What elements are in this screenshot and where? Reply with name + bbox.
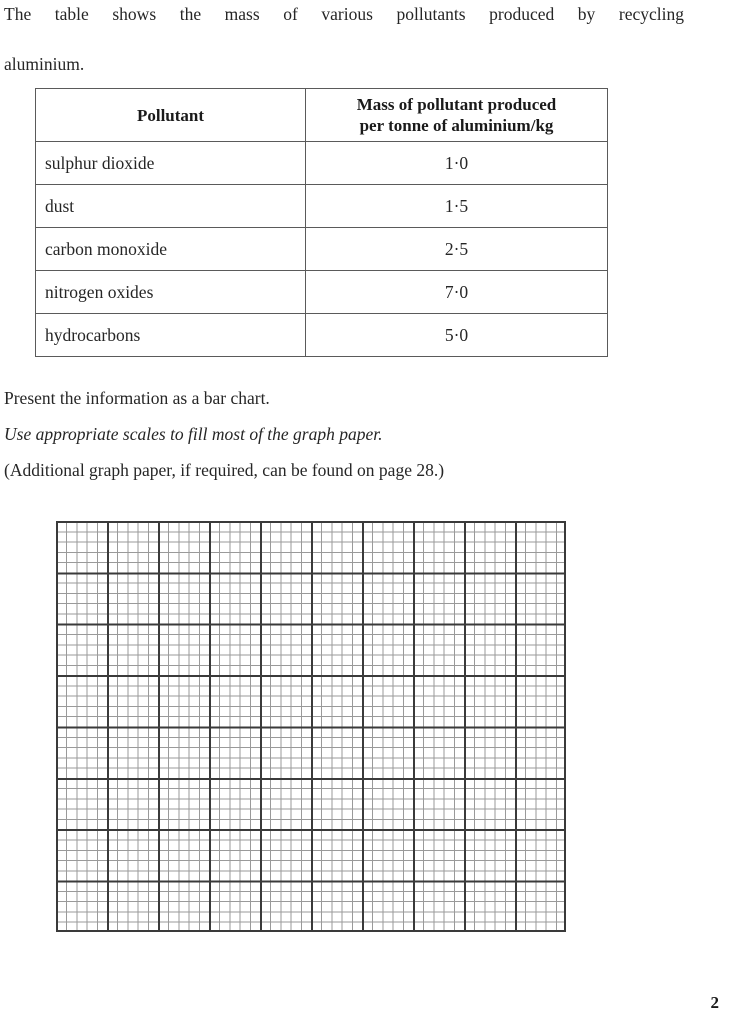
intro-paragraph [4, 2, 684, 77]
table-row [36, 271, 608, 314]
instruction-line-3: (Additional graph paper, if required, can be found on page 28.) [4, 460, 445, 480]
cell-mass: 2·5 [306, 228, 608, 271]
cell-mass: 5·0 [306, 314, 608, 357]
cell-pollutant: carbon monoxide [36, 228, 306, 271]
header-mass-line-1: Mass of pollutant produced [356, 95, 557, 114]
pollutant-table-container [35, 88, 607, 357]
header-mass [306, 89, 608, 142]
cell-mass: 1·5 [306, 185, 608, 228]
cell-mass: 1·0 [306, 142, 608, 185]
intro-line-1: The table shows the mass of various pollutants produced by recycling [4, 4, 684, 24]
graph-paper-grid [56, 521, 566, 932]
cell-mass: 7·0 [306, 271, 608, 314]
table-header-row [36, 89, 608, 142]
table-row [36, 142, 608, 185]
table-row [36, 314, 608, 357]
cell-pollutant: nitrogen oxides [36, 271, 306, 314]
page-number: 2 [710, 993, 719, 1012]
intro-line-2: aluminium. [4, 54, 85, 74]
table-row [36, 185, 608, 228]
header-mass-line-2: per tonne of aluminium/kg [359, 116, 554, 135]
header-pollutant: Pollutant [36, 89, 306, 142]
question-instructions [4, 380, 694, 488]
table-row [36, 228, 608, 271]
cell-pollutant: sulphur dioxide [36, 142, 306, 185]
instruction-line-2: Use appropriate scales to fill most of the graph paper. [4, 424, 383, 444]
cell-pollutant: hydrocarbons [36, 314, 306, 357]
cell-pollutant: dust [36, 185, 306, 228]
instruction-line-1: Present the information as a bar chart. [4, 388, 270, 408]
pollutant-table [35, 88, 608, 357]
